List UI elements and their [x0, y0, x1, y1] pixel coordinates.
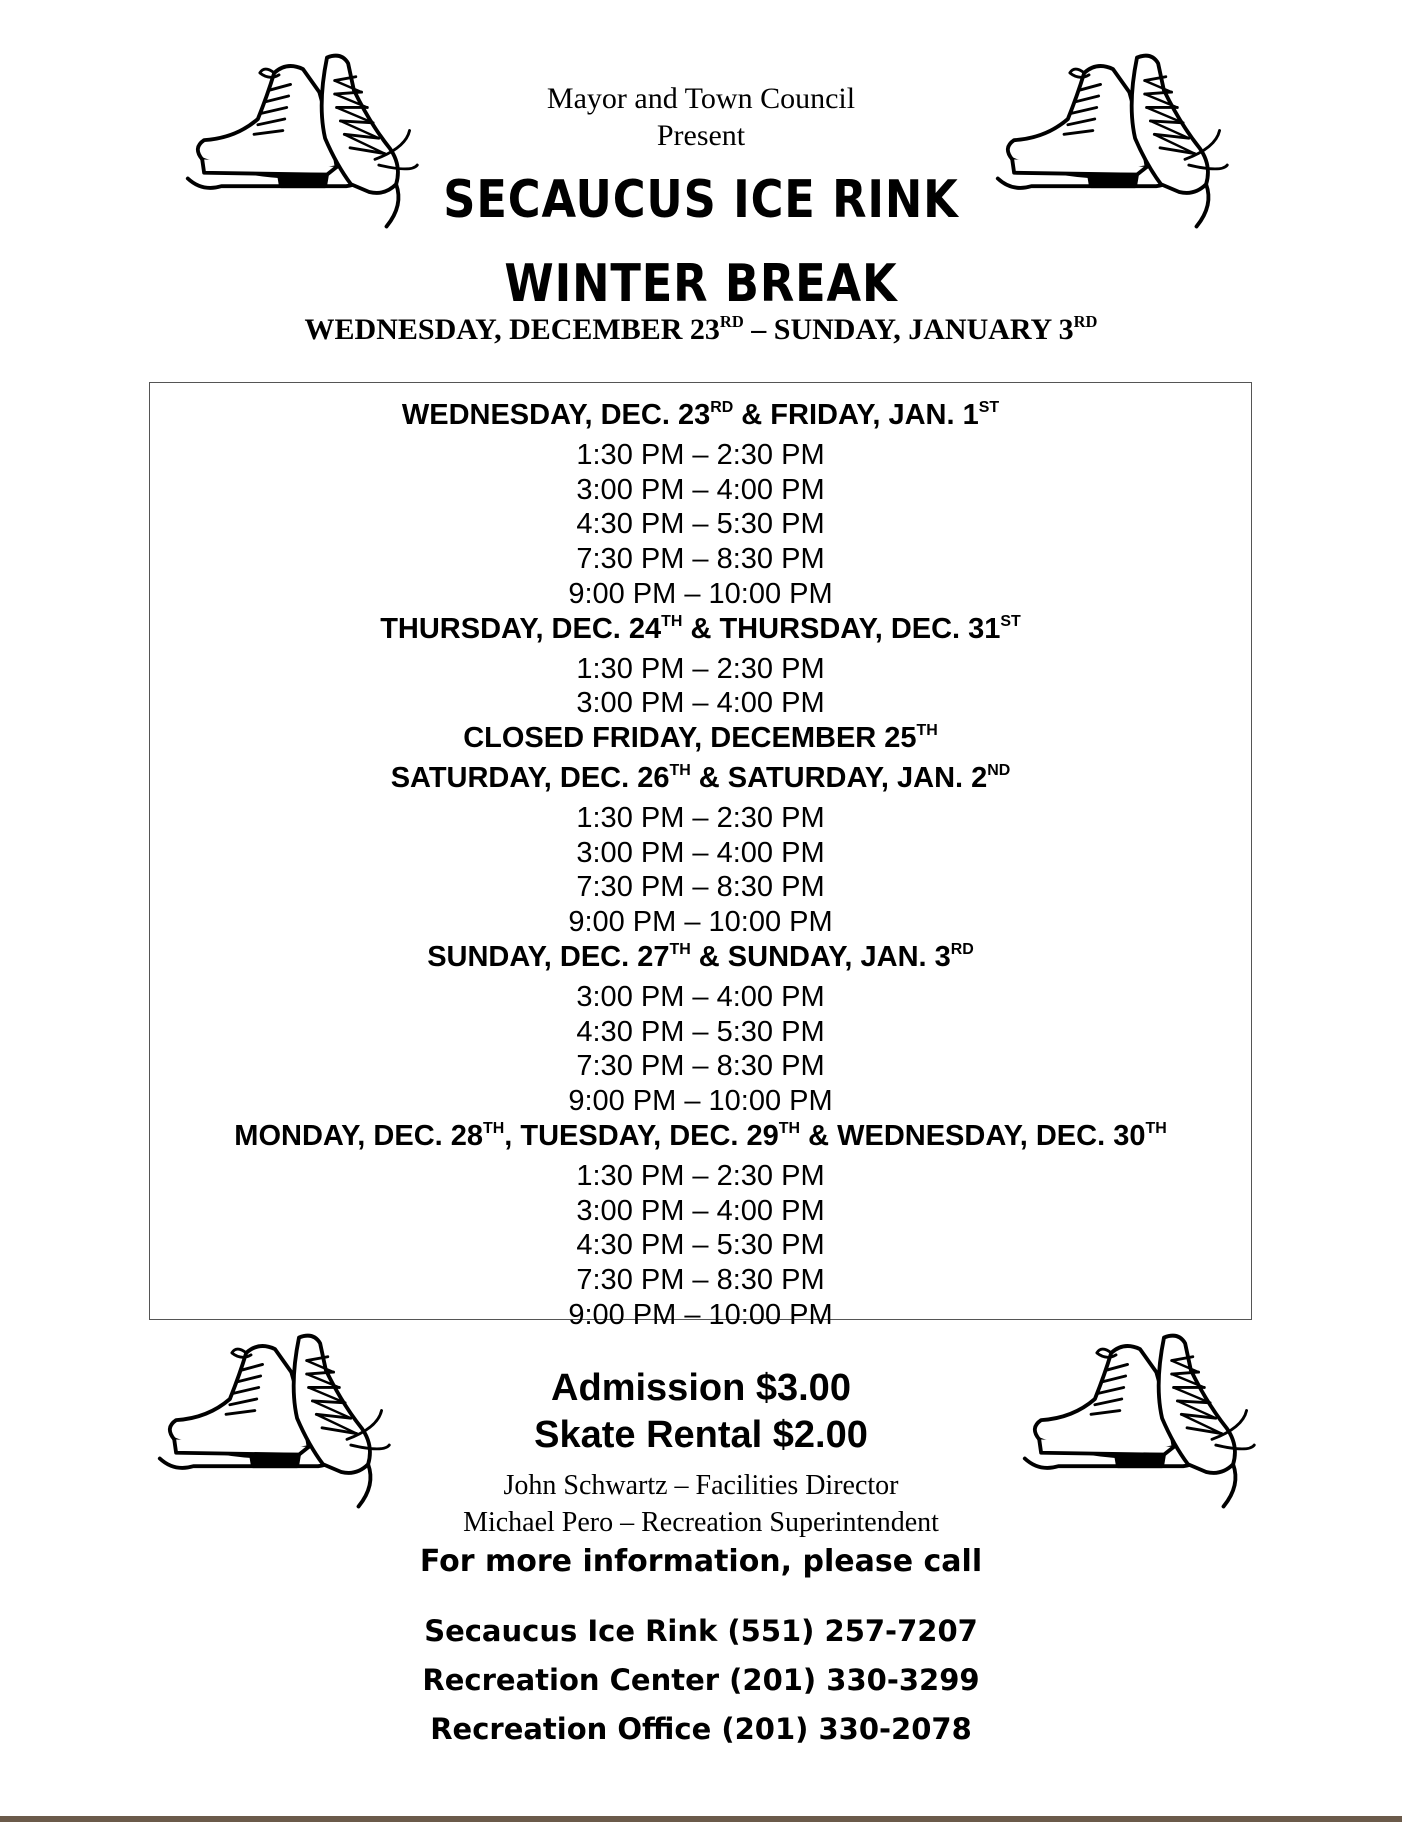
- session-time: 3:00 PM – 4:00 PM: [576, 687, 825, 720]
- page-subtitle: WINTER BREAK: [504, 254, 898, 314]
- session-time: 7:30 PM – 8:30 PM: [576, 871, 825, 904]
- schedule-heading: SUNDAY, DEC. 27TH & SUNDAY, JAN. 3RD: [427, 940, 974, 973]
- session-time: 9:00 PM – 10:00 PM: [568, 1085, 833, 1118]
- closed-notice: CLOSED FRIDAY, DECEMBER 25TH: [463, 722, 938, 755]
- presenter-line-2: Present: [656, 119, 746, 152]
- session-time: 1:30 PM – 2:30 PM: [576, 652, 825, 685]
- skate-rental-price: Skate Rental $2.00: [534, 1414, 868, 1456]
- schedule-heading: WEDNESDAY, DEC. 23RD & FRIDAY, JAN. 1ST: [401, 399, 1000, 431]
- session-time: 3:00 PM – 4:00 PM: [576, 836, 825, 869]
- schedule-heading: SATURDAY, DEC. 26TH & SATURDAY, JAN. 2ND: [390, 761, 1011, 794]
- session-time: 3:00 PM – 4:00 PM: [576, 473, 825, 506]
- schedule-box: [149, 382, 1252, 1331]
- session-time: 7:30 PM – 8:30 PM: [576, 543, 825, 576]
- phone-recreation-office: Recreation Office (201) 330-2078: [430, 1712, 972, 1746]
- session-time: 1:30 PM – 2:30 PM: [576, 801, 825, 834]
- date-range-start: WEDNESDAY, DECEMBER 23: [304, 313, 720, 346]
- staff-line-1: John Schwartz – Facilities Director: [503, 1470, 899, 1501]
- session-time: 1:30 PM – 2:30 PM: [576, 438, 825, 471]
- bottom-rule: [0, 1816, 1402, 1822]
- session-time: 4:30 PM – 5:30 PM: [576, 1229, 825, 1262]
- presenter-line-1: Mayor and Town Council: [546, 82, 856, 115]
- phone-list: [0, 1607, 1402, 1754]
- session-time: 1:30 PM – 2:30 PM: [576, 1159, 825, 1192]
- session-time: 9:00 PM – 10:00 PM: [568, 577, 833, 610]
- session-time: 3:00 PM – 4:00 PM: [576, 1194, 825, 1227]
- phone-recreation-center: Recreation Center (201) 330-3299: [422, 1663, 980, 1697]
- schedule-heading: MONDAY, DEC. 28TH, TUESDAY, DEC. 29TH & WEDNESDAY, DEC. 30TH: [234, 1119, 1167, 1152]
- page-title: SECAUCUS ICE RINK: [443, 170, 959, 230]
- admission-price: Admission $3.00: [551, 1367, 851, 1409]
- date-range: WEDNESDAY, DECEMBER 23RD – SUNDAY, JANUARY 3RD: [304, 311, 1098, 346]
- session-time: 9:00 PM – 10:00 PM: [568, 906, 833, 939]
- session-time: 7:30 PM – 8:30 PM: [576, 1264, 825, 1297]
- staff-line-2: Michael Pero – Recreation Superintendent: [463, 1507, 939, 1538]
- schedule-heading: THURSDAY, DEC. 24TH & THURSDAY, DEC. 31ST: [380, 612, 1021, 645]
- session-time: 4:30 PM – 5:30 PM: [576, 508, 825, 541]
- session-time: 3:00 PM – 4:00 PM: [576, 980, 825, 1013]
- presenter-credit: [0, 80, 1402, 154]
- staff-credits: [0, 1467, 1402, 1541]
- contact-intro: For more information, please call: [419, 1544, 983, 1579]
- session-time: 4:30 PM – 5:30 PM: [576, 1015, 825, 1048]
- session-time: 9:00 PM – 10:00 PM: [568, 1298, 833, 1331]
- session-time: 7:30 PM – 8:30 PM: [576, 1050, 825, 1083]
- fees: [0, 1365, 1402, 1459]
- phone-ice-rink: Secaucus Ice Rink (551) 257-7207: [424, 1614, 978, 1648]
- date-range-end: SUNDAY, JANUARY 3: [773, 313, 1074, 346]
